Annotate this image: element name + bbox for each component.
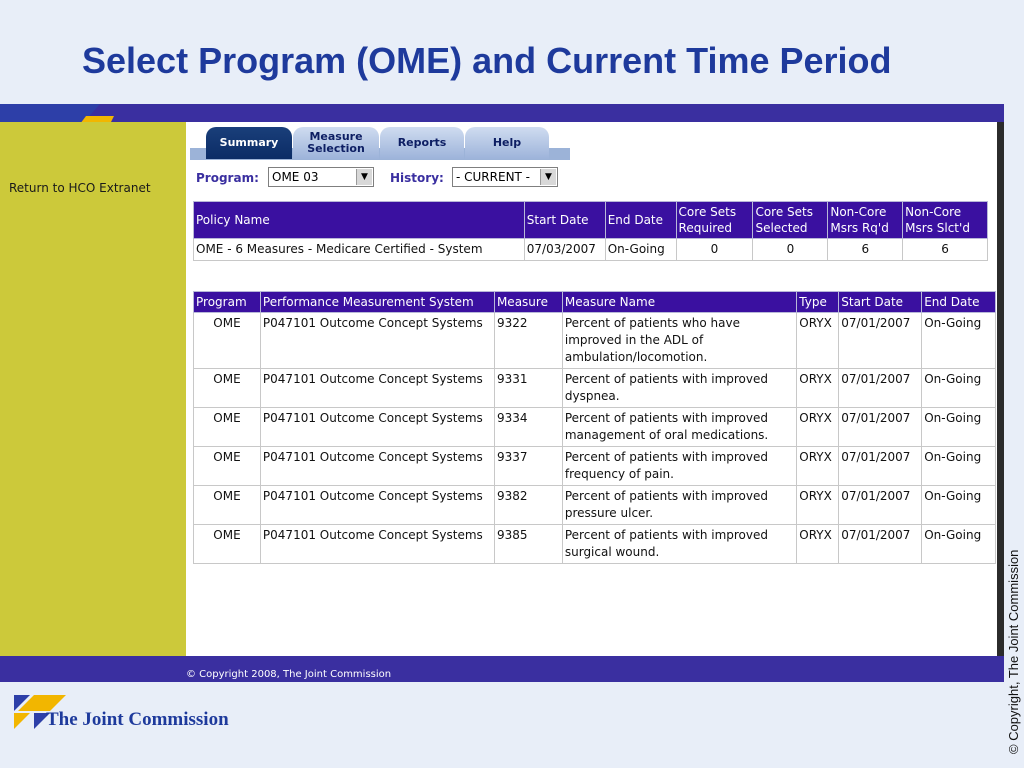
measure-id-cell: 9331 [494,369,562,408]
column-header: End Date [922,292,996,313]
type-cell: ORYX [797,313,839,369]
pms-cell: P047101 Outcome Concept Systems [260,447,494,486]
measure-id-cell: 9385 [494,525,562,564]
measure-id-cell: 9382 [494,486,562,525]
pms-cell: P047101 Outcome Concept Systems [260,486,494,525]
program-select[interactable] [268,167,374,187]
tab-label: Measure [309,130,363,143]
column-header: Measure Name [562,292,796,313]
slide-title: Select Program (OME) and Current Time Period [82,40,892,81]
table-row[interactable] [194,447,996,486]
type-cell: ORYX [797,486,839,525]
measures-table-body [194,313,996,564]
column-header: End Date [605,202,676,239]
column-header: Core Sets Required [676,202,753,239]
history-label: History: [390,171,444,185]
end-date-cell: On-Going [605,239,676,261]
measure-name-cell: Percent of patients with improved management of oral medications. [562,408,796,447]
tab-label: Selection [307,142,365,155]
history-select[interactable] [452,167,558,187]
column-header: Non-Core Msrs Rq'd [828,202,903,239]
policy-table [193,201,988,261]
footer-copyright: © Copyright 2008, The Joint Commission [186,669,392,680]
measure-name-cell: Percent of patients with improved frequency of pain. [562,447,796,486]
column-header: Start Date [839,292,922,313]
org-name: The Joint Commission [46,709,229,730]
end-date-cell: On-Going [922,408,996,447]
top-banner-stripe [0,104,1004,122]
program-cell: OME [194,486,261,525]
column-header: Start Date [524,202,605,239]
measures-table [193,291,996,564]
program-cell: OME [194,408,261,447]
table-row[interactable] [194,486,996,525]
column-header: Non-Core Msrs Slct'd [903,202,988,239]
dropdown-arrow-icon: ▼ [356,169,372,185]
column-header: Program [194,292,261,313]
start-date-cell: 07/01/2007 [839,447,922,486]
start-date-cell: 07/03/2007 [524,239,605,261]
measure-id-cell: 9334 [494,408,562,447]
end-date-cell: On-Going [922,447,996,486]
tab-reports[interactable] [380,127,464,159]
policy-name-cell: OME - 6 Measures - Medicare Certified - System [194,239,525,261]
program-cell: OME [194,369,261,408]
end-date-cell: On-Going [922,486,996,525]
table-row[interactable] [194,369,996,408]
noncore-selected-cell: 6 [903,239,988,261]
program-cell: OME [194,525,261,564]
type-cell: ORYX [797,408,839,447]
measure-name-cell: Percent of patients who have improved in the ADL of ambulation/locomotion. [562,313,796,369]
dropdown-arrow-icon: ▼ [540,169,556,185]
footer-bar [0,656,1004,682]
measure-id-cell: 9322 [494,313,562,369]
pms-cell: P047101 Outcome Concept Systems [260,525,494,564]
column-header: Type [797,292,839,313]
program-cell: OME [194,447,261,486]
table-row[interactable] [194,239,988,261]
measure-name-cell: Percent of patients with improved surgical wound. [562,525,796,564]
end-date-cell: On-Going [922,313,996,369]
program-label: Program: [196,171,259,185]
measure-name-cell: Percent of patients with improved pressure ulcer. [562,486,796,525]
tab-label: Summary [219,136,279,149]
history-select-value: - CURRENT - [456,170,531,184]
measure-name-cell: Percent of patients with improved dyspnea. [562,369,796,408]
tab-summary[interactable] [206,127,292,159]
program-select-value: OME 03 [272,170,319,184]
type-cell: ORYX [797,525,839,564]
program-cell: OME [194,313,261,369]
tab-help[interactable] [465,127,549,159]
vertical-copyright: © Copyright, The Joint Commission [1006,549,1021,754]
start-date-cell: 07/01/2007 [839,369,922,408]
start-date-cell: 07/01/2007 [839,486,922,525]
tab-label: Help [492,136,522,149]
tab-measure-selection[interactable] [293,127,379,159]
start-date-cell: 07/01/2007 [839,408,922,447]
measures-table-header-row [194,292,996,313]
filter-row [196,167,596,189]
column-header: Core Sets Selected [753,202,828,239]
banner-logo-icon [0,104,120,124]
column-header: Measure [494,292,562,313]
table-row[interactable] [194,313,996,369]
pms-cell: P047101 Outcome Concept Systems [260,369,494,408]
end-date-cell: On-Going [922,525,996,564]
sidebar [0,122,186,656]
noncore-required-cell: 6 [828,239,903,261]
policy-table-header-row [194,202,988,239]
pms-cell: P047101 Outcome Concept Systems [260,313,494,369]
start-date-cell: 07/01/2007 [839,313,922,369]
tab-strip [190,127,570,161]
column-header: Policy Name [194,202,525,239]
scrollbar[interactable] [997,122,1004,656]
type-cell: ORYX [797,447,839,486]
pms-cell: P047101 Outcome Concept Systems [260,408,494,447]
start-date-cell: 07/01/2007 [839,525,922,564]
table-row[interactable] [194,525,996,564]
table-row[interactable] [194,408,996,447]
core-selected-cell: 0 [753,239,828,261]
column-header: Performance Measurement System [260,292,494,313]
type-cell: ORYX [797,369,839,408]
measure-id-cell: 9337 [494,447,562,486]
return-to-extranet-link[interactable]: Return to HCO Extranet [9,181,151,195]
core-required-cell: 0 [676,239,753,261]
end-date-cell: On-Going [922,369,996,408]
tab-label: Reports [397,136,447,149]
